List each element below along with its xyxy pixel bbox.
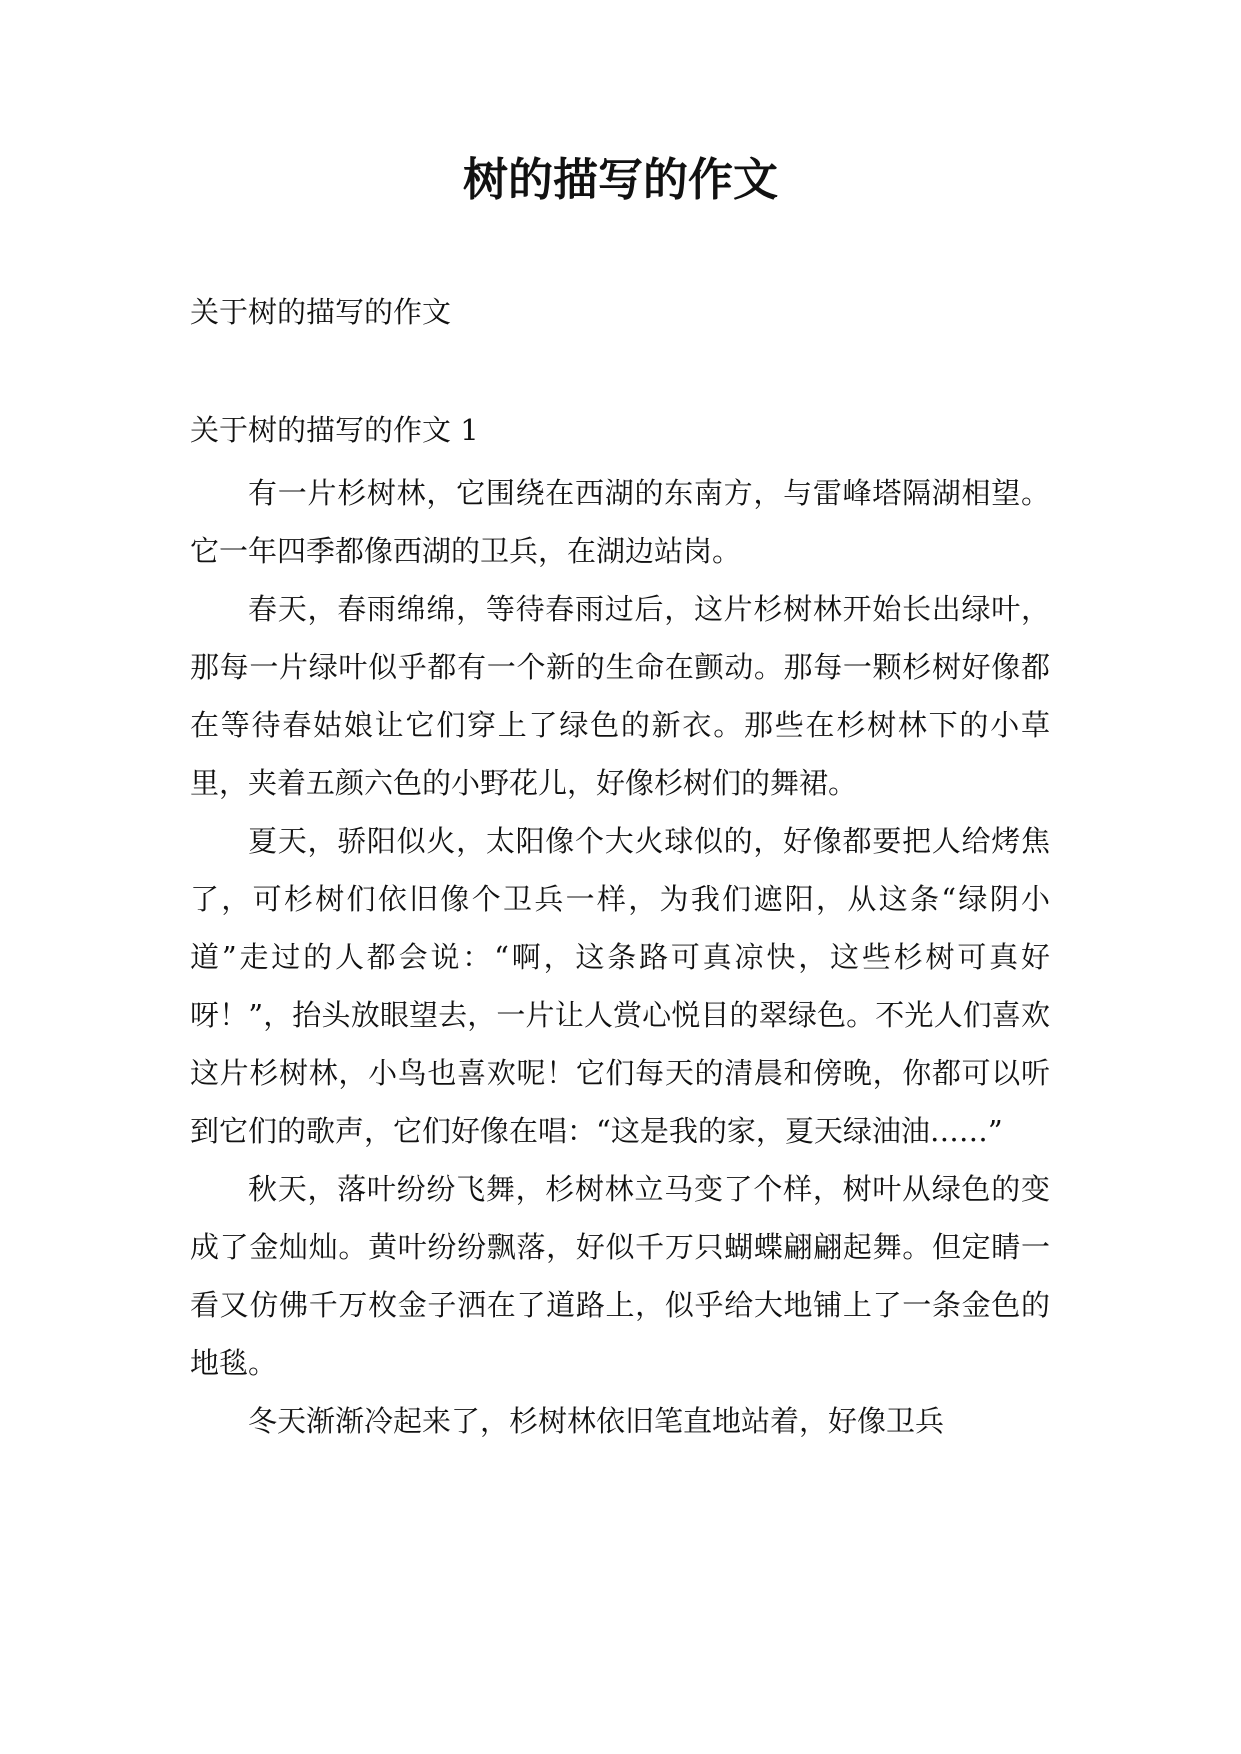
paragraph-5: 冬天渐渐冷起来了，杉树林依旧笔直地站着，好像卫兵 — [248, 1404, 945, 1438]
paragraph-2: 春天，春雨绵绵，等待春雨过后，这片杉树林开始长出绿叶，那每一片绿叶似乎都有一个新的生命在颤动。那每一颗杉树好像都在等待春姑娘让它们穿上了绿色的新衣。那些在杉树林下的小草里，夹着五颜六色的小野花儿，好像杉树们的舞裙。 — [190, 592, 1050, 800]
essay-body — [190, 464, 1050, 1450]
section-heading: 关于树的描写的作文 1 — [190, 413, 479, 447]
document-title: 树的描写的作文 — [462, 153, 778, 206]
paragraph-3: 夏天，骄阳似火，太阳像个大火球似的，好像都要把人给烤焦了，可杉树们依旧像个卫兵一样，为我们遮阳，从这条“绿阴小道”走过的人都会说：“啊，这条路可真凉快，这些杉树可真好呀！”，抬头放眼望去，一片让人赏心悦目的翠绿色。不光人们喜欢这片杉树林，小鸟也喜欢呢！它们每天的清晨和傍晚，你都可以听到它们的歌声，它们好像在唱：“这是我的家，夏天绿油油……” — [190, 824, 1050, 1148]
paragraph-4: 秋天，落叶纷纷飞舞，杉树林立马变了个样，树叶从绿色的变成了金灿灿。黄叶纷纷飘落，好似千万只蝴蝶翩翩起舞。但定睛一看又仿佛千万枚金子洒在了道路上，似乎给大地铺上了一条金色的地毯。 — [190, 1172, 1050, 1380]
document-subtitle: 关于树的描写的作文 — [190, 295, 452, 329]
paragraph-1: 有一片杉树林，它围绕在西湖的东南方，与雷峰塔隔湖相望。它一年四季都像西湖的卫兵，在湖边站岗。 — [190, 476, 1050, 568]
